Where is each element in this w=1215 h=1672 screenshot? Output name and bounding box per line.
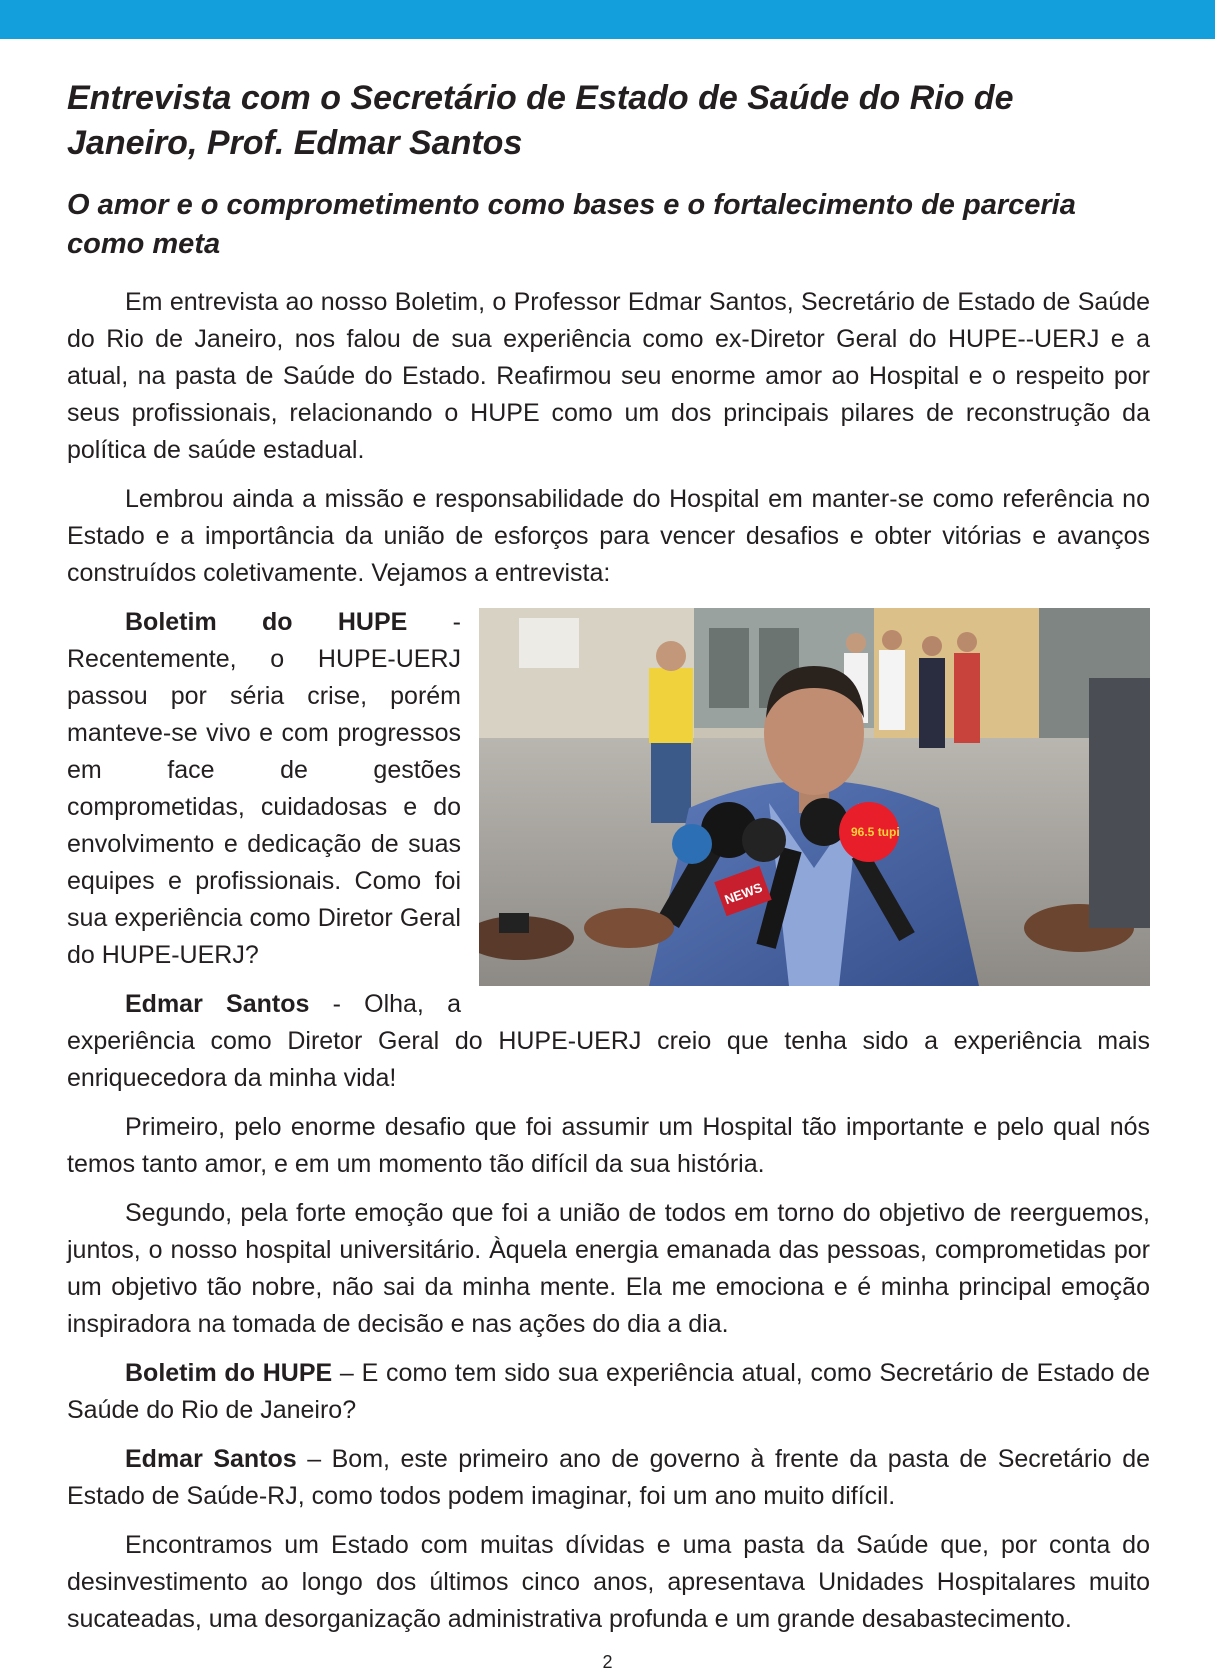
speaker-boletim: Boletim do HUPE: [125, 1359, 333, 1387]
question-1-text: - Recentemente, o HUPE-UERJ passou por séria crise, porém manteve-se vivo e com progressos em face de gestões comprometidas, cuidadosas e do envolvimento e dedicação de suas equipes e profissionais. Como foi sua experiência como Diretor Geral do HUPE-UERJ?: [67, 608, 461, 969]
top-header-bar: [0, 0, 1215, 39]
radio-mic-label: 96.5 tupi: [851, 825, 900, 839]
paragraph-context: Lembrou ainda a missão e responsabilidade do Hospital em manter-se como referência no Estado e a importância da união de esforços para vencer desafios e obter vitórias e avanços construídos coletivamente. Vejamos a entrevista:: [67, 485, 1150, 587]
paragraph-segundo: Segundo, pela forte emoção que foi a união de todos em torno do objetivo de reerguemos, juntos, o nosso hospital universitário. Àquela energia emanada das pessoas, comprometidas por um objetivo tão nobre, não sai da minha mente. Ela me emociona e é minha principal emoção inspiradora na tomada de decisão e nas ações do dia a dia.: [67, 1199, 1150, 1338]
article-body: [67, 284, 1150, 1638]
speaker-boletim: Boletim do HUPE: [125, 608, 408, 636]
page-number: 2: [602, 1652, 613, 1672]
paragraph-encontramos: Encontramos um Estado com muitas dívidas e uma pasta da Saúde que, por conta do desinvestimento ao longo dos últimos cinco anos, apresentava Unidades Hospitalares muito sucateadas, uma desorganização administrativa profunda e um grande desabastecimento.: [67, 1531, 1150, 1633]
tv-mic-label: NEWS: [722, 879, 765, 908]
article-subtitle: O amor e o comprometimento como bases e o fortalecimento de parceria como meta: [67, 189, 1076, 260]
answer-1-text: - Olha, a experiência como Diretor Geral do HUPE-UERJ creio que tenha sido a experiência mais enriquecedora da minha vida!: [67, 990, 1150, 1092]
article-title: Entrevista com o Secretário de Estado de Saúde do Rio de Janeiro, Prof. Edmar Santos: [67, 79, 1014, 162]
question-2: [67, 1355, 1150, 1429]
page-content: [67, 76, 1150, 1650]
speaker-edmar: Edmar Santos: [125, 1445, 297, 1473]
answer-2: [67, 1441, 1150, 1515]
interview-photo: [479, 608, 1150, 986]
answer-2-text: – Bom, este primeiro ano de governo à frente da pasta de Secretário de Estado de Saúde-RJ, como todos podem imaginar, foi um ano muito difícil.: [67, 1445, 1150, 1510]
paragraph-primeiro: Primeiro, pelo enorme desafio que foi assumir um Hospital tão importante e pelo qual nós temos tanto amor, e em um momento tão difícil da sua história.: [67, 1113, 1150, 1178]
question-2-text: – E como tem sido sua experiência atual, como Secretário de Estado de Saúde do Rio de Janeiro?: [67, 1359, 1150, 1424]
speaker-edmar: Edmar Santos: [125, 990, 310, 1018]
paragraph-intro: Em entrevista ao nosso Boletim, o Professor Edmar Santos, Secretário de Estado de Saúde do Rio de Janeiro, nos falou de sua experiência como ex-Diretor Geral do HUPE--UERJ e a atual, na pasta de Saúde do Estado. Reafirmou seu enorme amor ao Hospital e o respeito por seus profissionais, relacionando o HUPE como um dos principais pilares de reconstrução da política de saúde estadual.: [67, 288, 1150, 464]
answer-1: [67, 986, 1150, 1097]
